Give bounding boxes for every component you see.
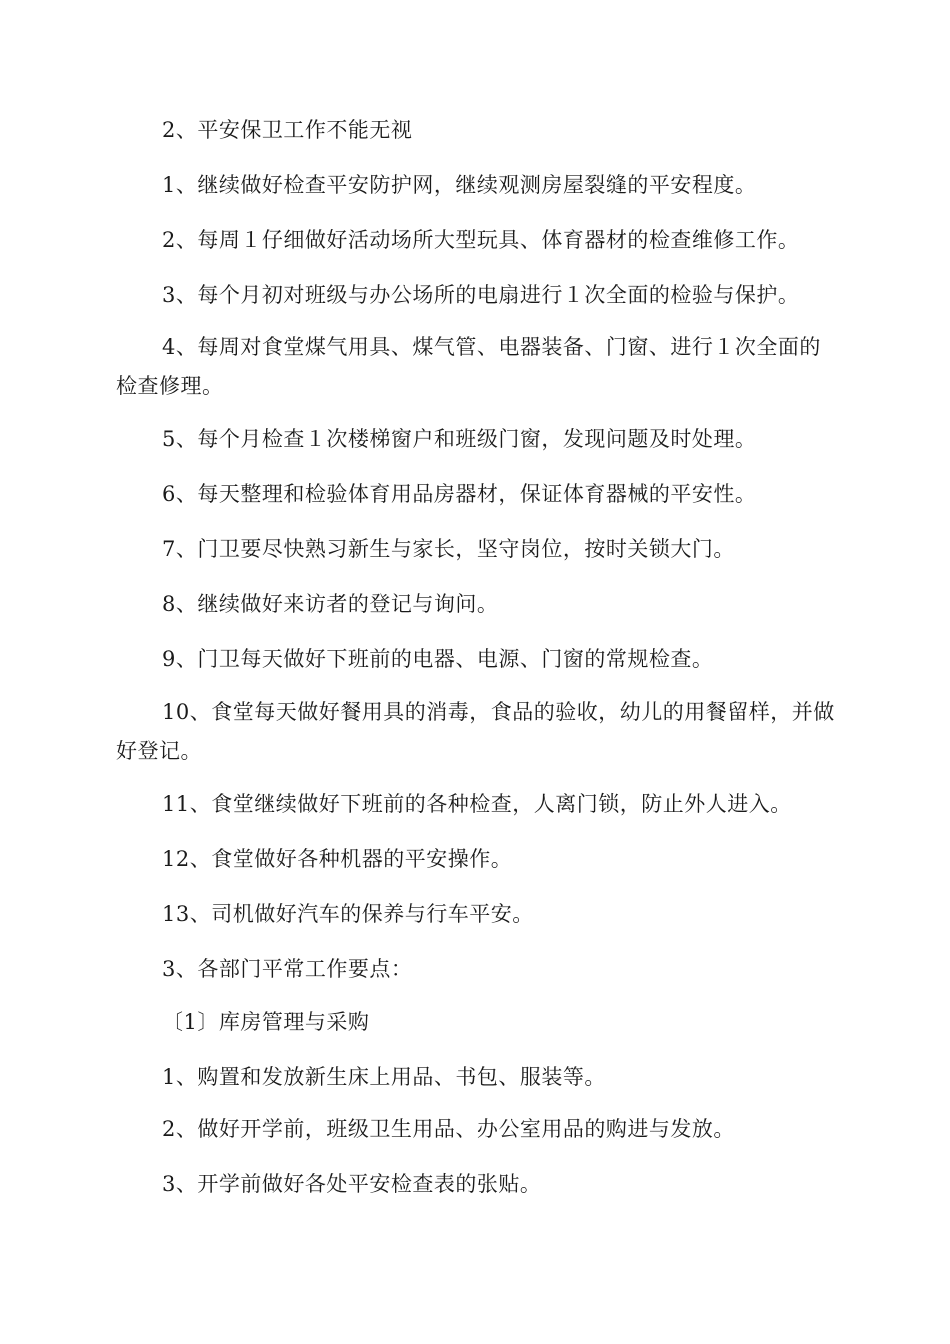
list-item: 10、食堂每天做好餐用具的消毒，食品的验收，幼儿的用餐留样，并做好登记。 (116, 700, 835, 763)
list-item: 1、继续做好检查平安防护网，继续观测房屋裂缝的平安程度。 (162, 173, 757, 197)
list-item: 2、做好开学前，班级卫生用品、办公室用品的购进与发放。 (162, 1117, 735, 1141)
list-item: 1、购置和发放新生床上用品、书包、服装等。 (162, 1065, 606, 1089)
section-heading: 3、各部门平常工作要点： (162, 957, 413, 981)
list-item: 9、门卫每天做好下班前的电器、电源、门窗的常规检查。 (162, 647, 714, 671)
subsection-heading: 〔1〕库房管理与采购 (162, 1010, 370, 1034)
section-heading: 2、平安保卫工作不能无视 (162, 118, 413, 142)
list-item: 7、门卫要尽快熟习新生与家长，坚守岗位，按时关锁大门。 (162, 537, 735, 561)
list-item: 3、每个月初对班级与办公场所的电扇进行１次全面的检验与保护。 (162, 283, 800, 307)
list-item: 12、食堂做好各种机器的平安操作。 (162, 847, 513, 871)
list-item: 8、继续做好来访者的登记与询问。 (162, 592, 499, 616)
list-item: 3、开学前做好各处平安检查表的张贴。 (162, 1172, 542, 1196)
list-item: 11、食堂继续做好下班前的各种检查，人离门锁，防止外人进入。 (162, 792, 792, 816)
list-item: 4、每周对食堂煤气用具、煤气管、电器装备、门窗、进行１次全面的检查修理。 (116, 335, 821, 398)
list-item: 13、司机做好汽车的保养与行车平安。 (162, 902, 534, 926)
list-item: 5、每个月检查１次楼梯窗户和班级门窗，发现问题及时处理。 (162, 427, 757, 451)
list-item: 2、每周１仔细做好活动场所大型玩具、体育器材的检查维修工作。 (162, 228, 800, 252)
list-item: 6、每天整理和检验体育用品房器材，保证体育器械的平安性。 (162, 482, 757, 506)
